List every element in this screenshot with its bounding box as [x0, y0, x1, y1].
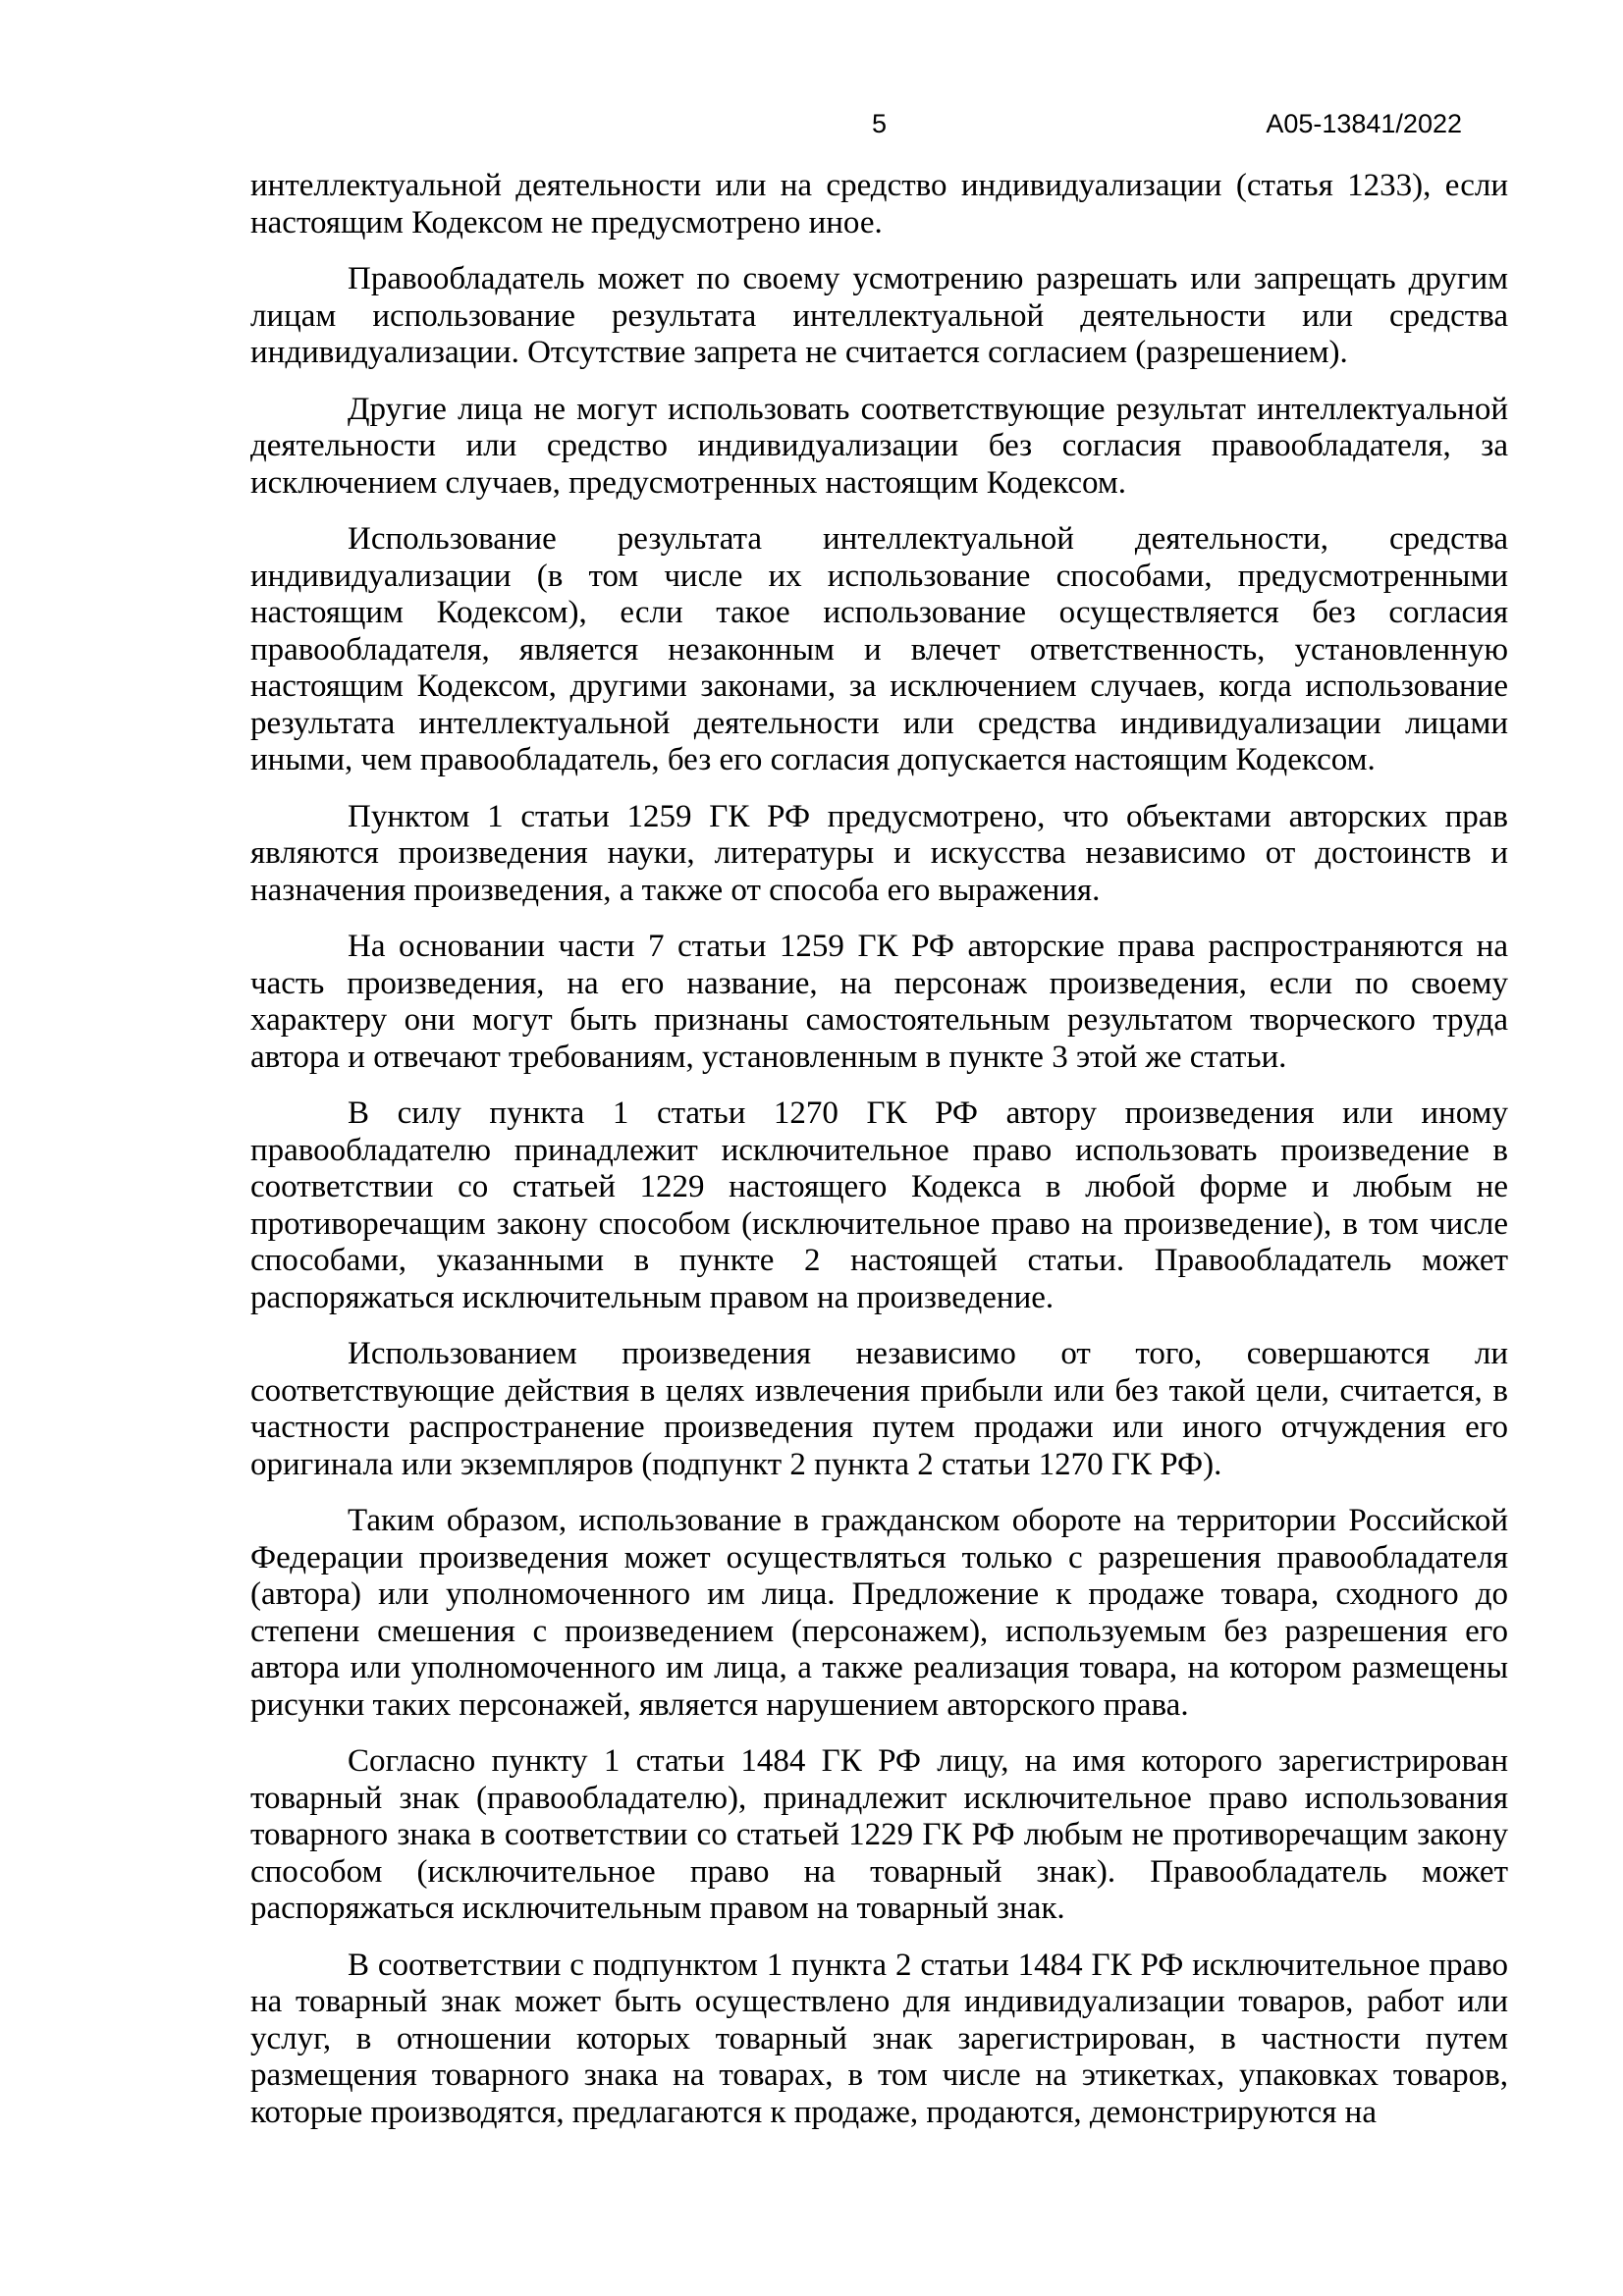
paragraph: интеллектуальной деятельности или на средство индивидуализации (статья 1233), если настоящим Кодексом не предусмотрено иное. [250, 168, 1508, 240]
paragraph: В соответствии с подпунктом 1 пункта 2 статьи 1484 ГК РФ исключительное право на товарный знак может быть осуществлено для индивидуализации товаров, работ или услуг, в отношении которых товарный знак зарегистрирован, в частности путем размещения товарного знака на товарах, в том числе на этикетках, упаковках товаров, которые производятся, предлагаются к продаже, продаются, демонстрируются на [250, 1947, 1508, 2130]
paragraph: Таким образом, использование в гражданском обороте на территории Российской Федерации произведения может осуществляться только с разрешения правообладателя (автора) или уполномоченного им лица. Предложение к продаже товара, сходного до степени смешения с произведением (персонажем), используемым без разрешения его автора или уполномоченного им лица, а также реализация товара, на котором размещены рисунки таких персонажей, является нарушением авторского права. [250, 1503, 1508, 1723]
paragraph: Согласно пункту 1 статьи 1484 ГК РФ лицу, на имя которого зарегистрирован товарный знак (правообладателю), принадлежит исключительное право использования товарного знака в соответствии со статьей 1229 ГК РФ любым не противоречащим закону способом (исключительное право на товарный знак). Правообладатель может распоряжаться исключительным правом на товарный знак. [250, 1743, 1508, 1926]
case-number: А05-13841/2022 [1266, 109, 1462, 138]
paragraph: В силу пункта 1 статьи 1270 ГК РФ автору произведения или иному правообладателю принадлежит исключительное право использовать произведение в соответствии со статьей 1229 настоящего Кодекса в любой форме и любым не противоречащим закону способом (исключительное право на произведение), в том числе способами, указанными в пункте 2 настоящей статьи. Правообладатель может распоряжаться исключительным правом на произведение. [250, 1095, 1508, 1315]
page-number: 5 [871, 109, 888, 138]
paragraph: Другие лица не могут использовать соответствующие результат интеллектуальной деятельности или средство индивидуализации без согласия правообладателя, за исключением случаев, предусмотренных настоящим Кодексом. [250, 391, 1508, 501]
paragraph: На основании части 7 статьи 1259 ГК РФ авторские права распространяются на часть произведения, на его название, на персонаж произведения, если по своему характеру они могут быть признаны самостоятельным результатом творческого труда автора и отвечают требованиям, установленным в пункте 3 этой же статьи. [250, 929, 1508, 1075]
document-body [250, 168, 1508, 2131]
paragraph: Использованием произведения независимо от того, совершаются ли соответствующие действия в целях извлечения прибыли или без такой цели, считается, в частности распространение произведения путем продажи или иного отчуждения его оригинала или экземпляров (подпункт 2 пункта 2 статьи 1270 ГК РФ). [250, 1336, 1508, 1482]
paragraph: Правообладатель может по своему усмотрению разрешать или запрещать другим лицам использование результата интеллектуальной деятельности или средства индивидуализации. Отсутствие запрета не считается согласием (разрешением). [250, 261, 1508, 370]
paragraph: Пунктом 1 статьи 1259 ГК РФ предусмотрено, что объектами авторских прав являются произведения науки, литературы и искусства независимо от достоинств и назначения произведения, а также от способа его выражения. [250, 798, 1508, 908]
paragraph: Использование результата интеллектуальной деятельности, средства индивидуализации (в том числе их использование способами, предусмотренными настоящим Кодексом), если такое использование осуществляется без согласия правообладателя, является незаконным и влечет ответственность, установленную настоящим Кодексом, другими законами, за исключением случаев, когда использование результата интеллектуальной деятельности или средства индивидуализации лицами иными, чем правообладатель, без его согласия допускается настоящим Кодексом. [250, 521, 1508, 777]
page-header [250, 107, 1508, 146]
